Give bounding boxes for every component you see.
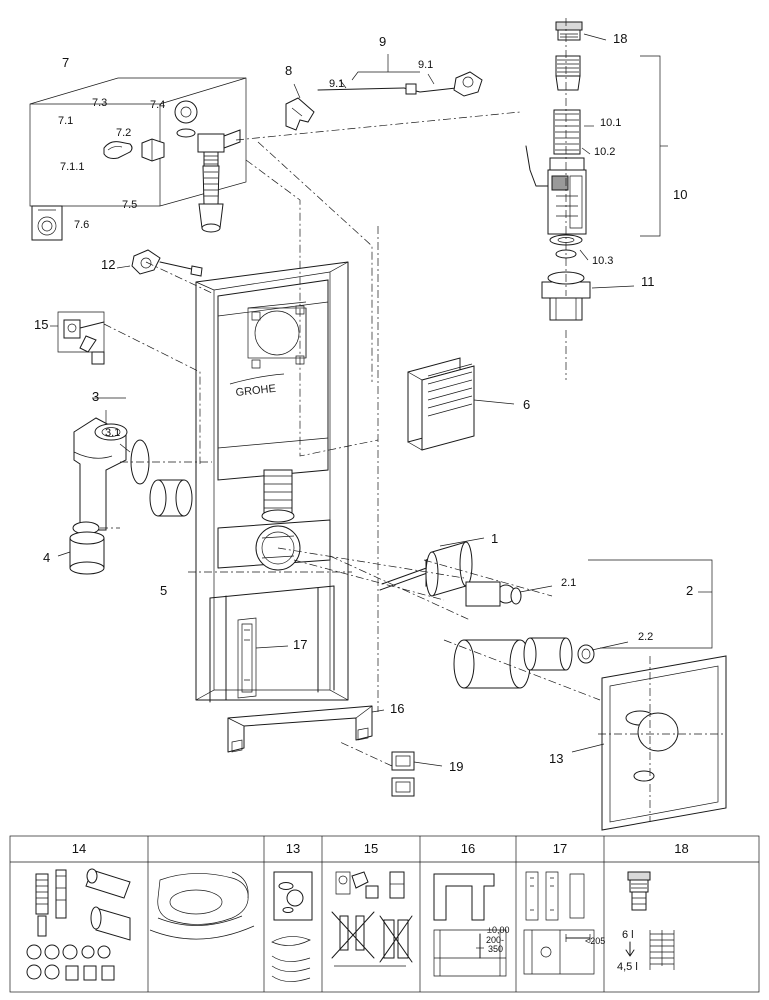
legend-title-18: 18 <box>674 841 689 856</box>
callout-10: 10 <box>673 187 688 202</box>
callout-16: 16 <box>390 701 405 716</box>
legend-note-dim-range: 200- <box>486 935 505 945</box>
legend-note-dim-0: ±0,00 <box>487 925 510 935</box>
group-15-wall-anchor <box>50 312 104 364</box>
svg-text:GROHE: GROHE <box>235 382 277 399</box>
callout-7-5: 7.5 <box>122 199 138 211</box>
callout-9-1-a: 9.1 <box>418 59 434 71</box>
legend-note-volume-6l: 6 l <box>622 929 634 941</box>
group-1-2-pipes <box>380 538 712 688</box>
group-main-frame <box>196 262 442 796</box>
callout-15: 15 <box>34 317 49 332</box>
legend-title-14: 14 <box>71 841 87 856</box>
callout-12: 12 <box>101 257 116 272</box>
callout-3-1: 3.1 <box>105 427 121 439</box>
callout-2-2: 2.2 <box>638 631 654 643</box>
group-11-valve-seat <box>542 272 634 320</box>
legend-title-15: 15 <box>363 841 379 856</box>
callout-5: 5 <box>160 583 168 598</box>
callout-17: 17 <box>293 637 308 652</box>
callout-9-1-b: 9.1 <box>329 78 345 90</box>
legend-note-volume-45l: 4,5 l <box>617 961 638 973</box>
legend-title-13: 13 <box>285 841 301 856</box>
callout-9: 9 <box>379 34 387 49</box>
group-7-fill-valve <box>30 78 246 240</box>
callout-7-6: 7.6 <box>74 219 90 231</box>
callout-8: 8 <box>285 63 293 78</box>
callout-7-4: 7.4 <box>150 99 166 111</box>
callout-3: 3 <box>92 389 100 404</box>
group-8-9-lever <box>286 54 482 130</box>
legend-note-dim-205: <205 <box>585 936 606 946</box>
callout-10-3: 10.3 <box>592 255 614 267</box>
callout-7-2: 7.2 <box>116 127 132 139</box>
callout-2-1: 2.1 <box>561 577 577 589</box>
group-3-4-elbow <box>58 398 192 574</box>
group-12-bracket <box>117 250 202 276</box>
group-18-seal <box>556 22 606 40</box>
callout-7-3: 7.3 <box>92 97 108 109</box>
callout-1: 1 <box>491 531 499 546</box>
callout-2: 2 <box>686 583 694 598</box>
group-6-cover <box>408 358 514 450</box>
callout-11: 11 <box>641 274 655 289</box>
callout-13: 13 <box>549 751 564 766</box>
callout-18: 18 <box>613 31 628 46</box>
callout-4: 4 <box>43 550 51 565</box>
callout-7: 7 <box>62 55 70 70</box>
group-13-plate <box>572 656 726 830</box>
legend-title-16: 16 <box>460 841 476 856</box>
callout-7-1-1: 7.1.1 <box>60 161 85 173</box>
callout-10-1: 10.1 <box>600 117 622 129</box>
legend-note-dim-range2: 350 <box>488 944 504 954</box>
callout-10-2: 10.2 <box>594 146 616 158</box>
callout-6: 6 <box>523 397 531 412</box>
group-10-flush-valve <box>526 56 668 260</box>
legend-title-17: 17 <box>552 841 568 856</box>
legend-strip <box>10 836 759 992</box>
callout-7-1: 7.1 <box>58 115 74 127</box>
callout-19: 19 <box>449 759 464 774</box>
